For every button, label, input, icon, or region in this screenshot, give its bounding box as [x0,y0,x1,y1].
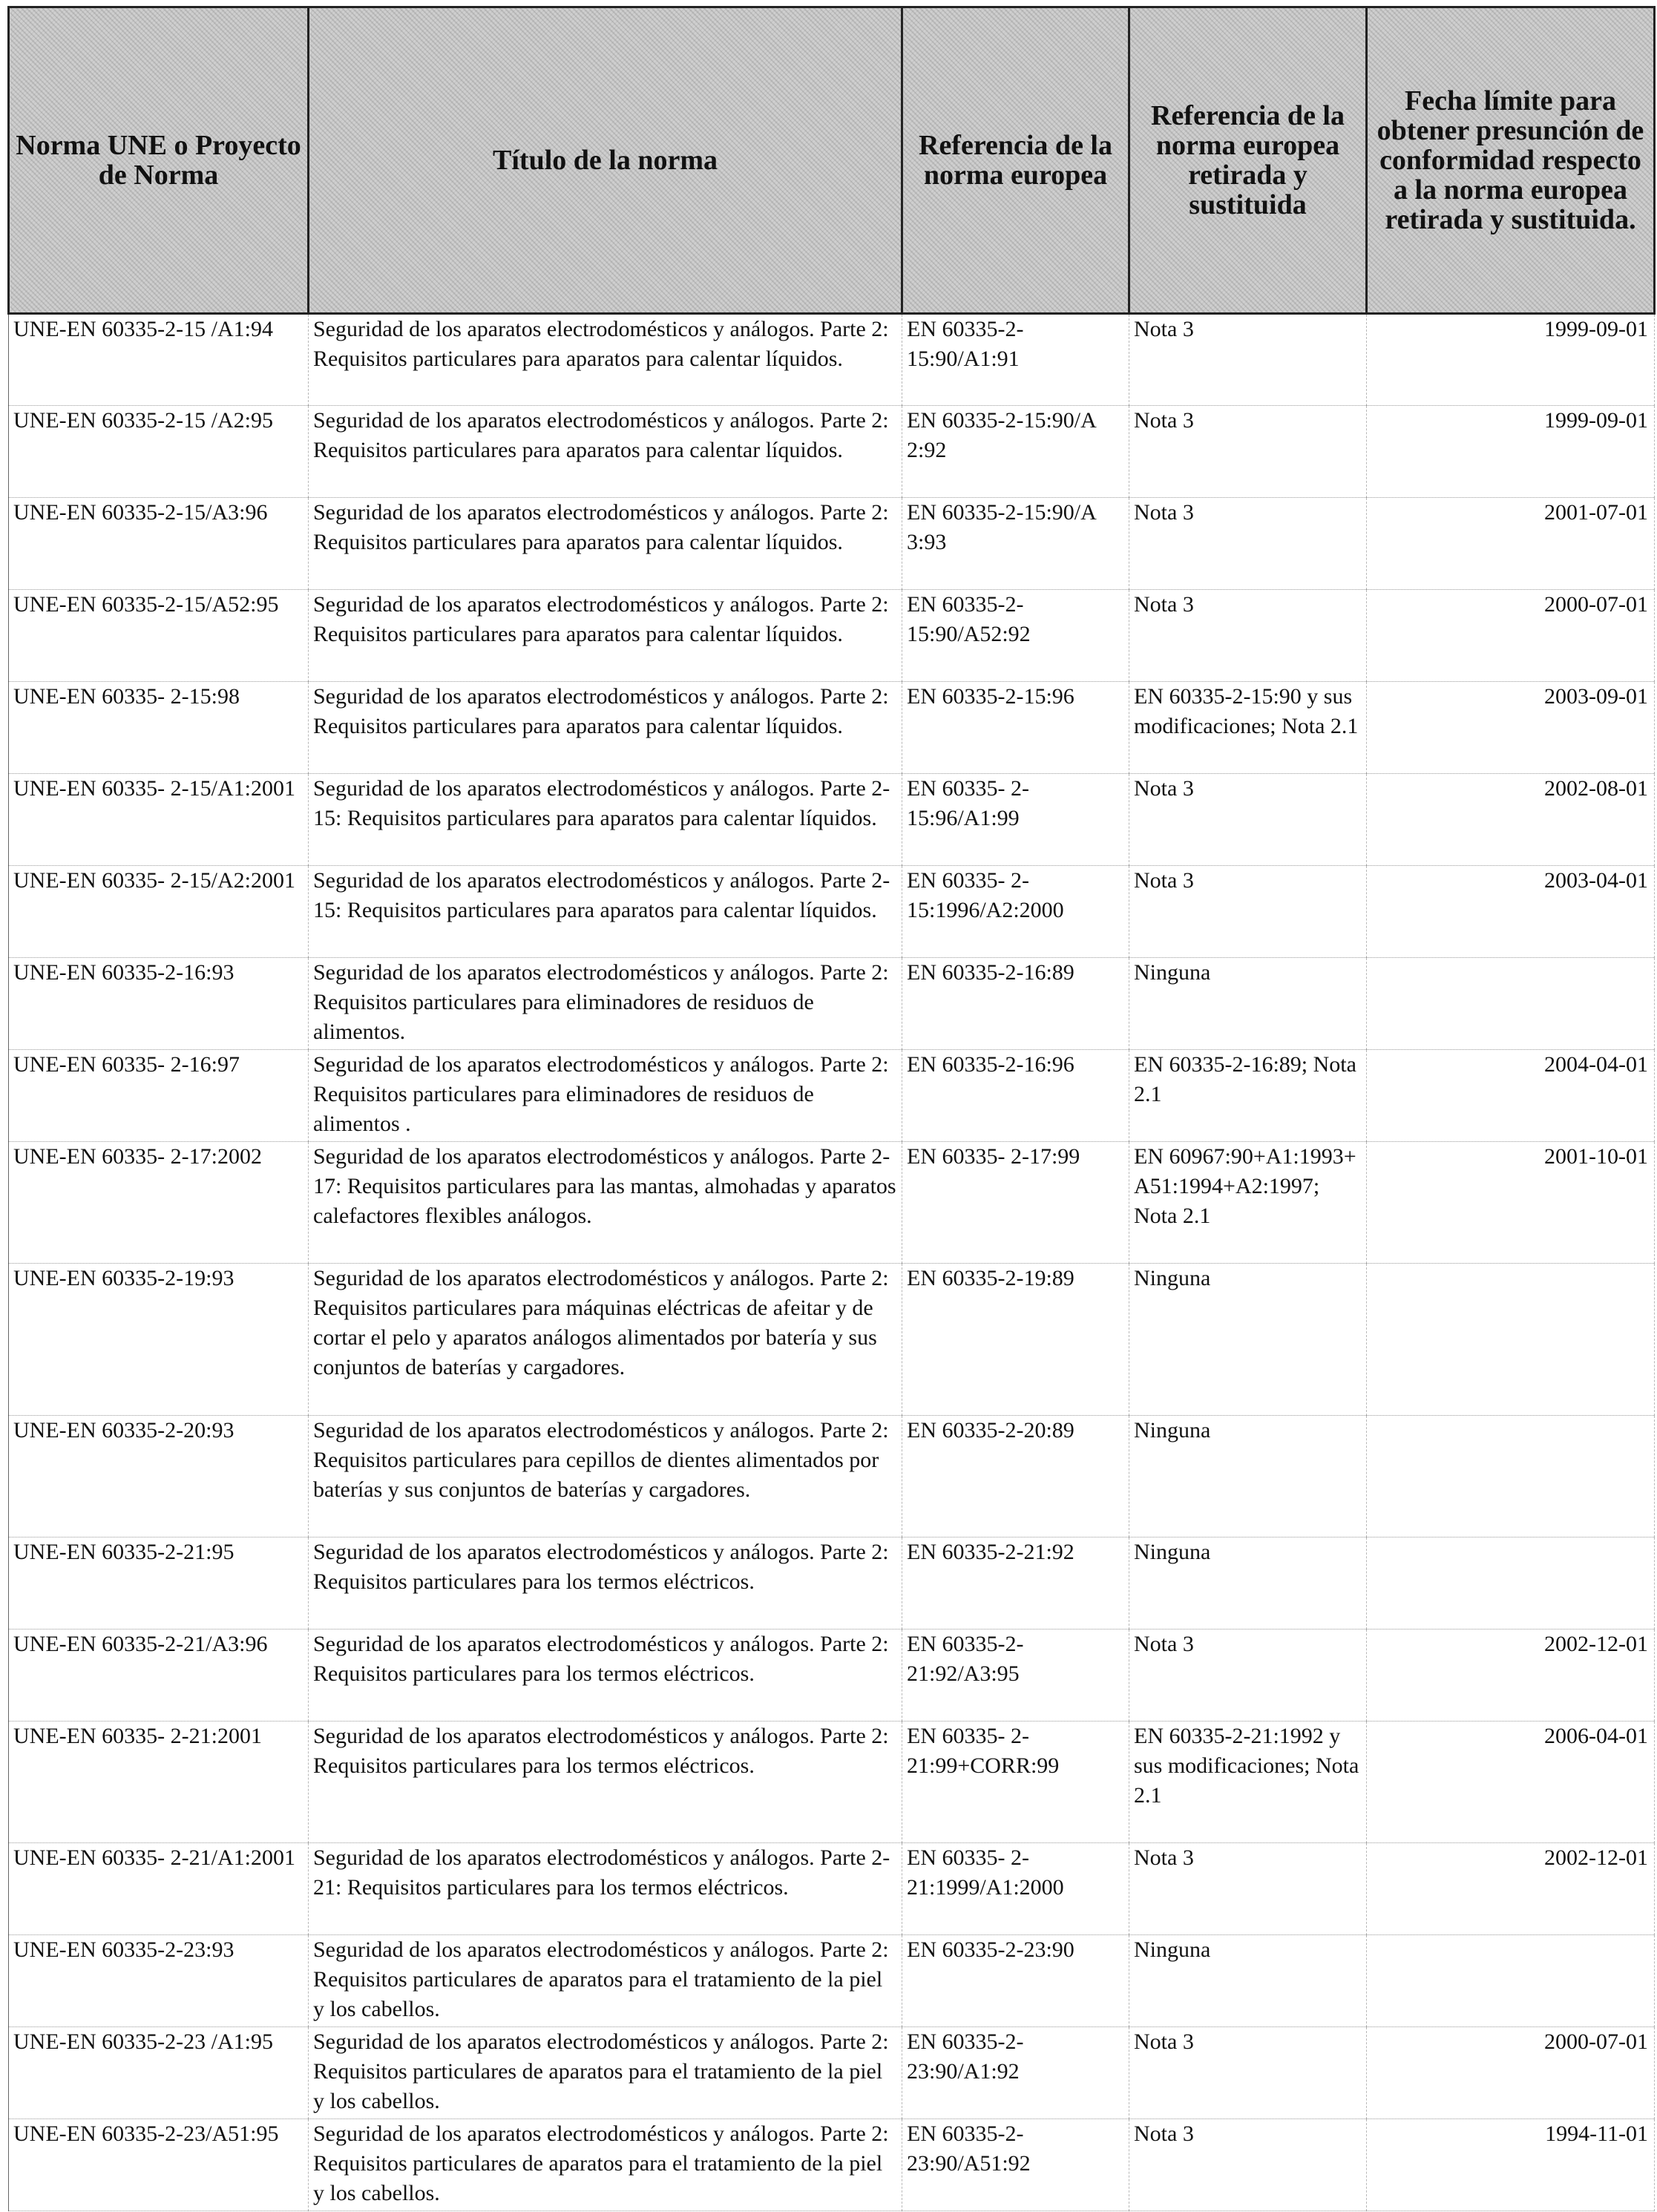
en-reference-cell: EN 60335-2-23:90 [902,1935,1129,2027]
withdrawn-cell: Ninguna [1129,1537,1367,1630]
withdrawn-cell: Nota 3 [1129,406,1367,498]
table-row [9,406,1655,498]
withdrawn-cell: Ninguna [1129,1264,1367,1416]
une-cell: UNE-EN 60335-2-19:93 [9,1264,309,1416]
date-cell [1367,1264,1655,1416]
une-cell: UNE-EN 60335-2-15 /A2:95 [9,406,309,498]
title-cell: Seguridad de los aparatos electrodomésticos y análogos. Parte 2-21: Requisitos particulares para los termos eléctricos. [309,1843,902,1935]
une-cell: UNE-EN 60335- 2-15/A1:2001 [9,774,309,866]
title-cell: Seguridad de los aparatos electrodomésticos y análogos. Parte 2: Requisitos particulares de aparatos para el tratamiento de la piel y los cabellos. [309,2027,902,2119]
en-reference-cell: EN 60335- 2-17:99 [902,1142,1129,1264]
date-cell [1367,1935,1655,2027]
title-cell: Seguridad de los aparatos electrodomésticos y análogos. Parte 2: Requisitos particulares para eliminadores de residuos de alimentos. [309,958,902,1050]
title-cell: Seguridad de los aparatos electrodomésticos y análogos. Parte 2: Requisitos particulares de aparatos para el tratamiento de la piel y los cabellos. [309,1935,902,2027]
une-cell: UNE-EN 60335-2-21/A3:96 [9,1630,309,1722]
header-european-reference: Referencia de la norma europea [902,7,1129,314]
table-row [9,1935,1655,2027]
withdrawn-cell: EN 60335-2-16:89; Nota 2.1 [1129,1050,1367,1142]
table-row [9,590,1655,682]
une-cell: UNE-EN 60335-2-15/A3:96 [9,498,309,590]
title-cell: Seguridad de los aparatos electrodomésticos y análogos. Parte 2: Requisitos particulares para aparatos para calentar líquidos. [309,406,902,498]
en-reference-cell: EN 60335-2-15:90/A1:91 [902,314,1129,406]
title-cell: Seguridad de los aparatos electrodomésticos y análogos. Parte 2: Requisitos particulares para eliminadores de residuos de alimentos . [309,1050,902,1142]
en-reference-cell: EN 60335-2-15:90/A 2:92 [902,406,1129,498]
withdrawn-cell: Nota 3 [1129,1630,1367,1722]
une-cell: UNE-EN 60335-2-23/A51:95 [9,2119,309,2211]
title-cell: Seguridad de los aparatos electrodomésticos y análogos. Parte 2-15: Requisitos particulares para aparatos para calentar líquidos. [309,866,902,958]
date-cell [1367,1416,1655,1537]
table-body [9,314,1655,2211]
header-title: Título de la norma [309,7,902,314]
title-cell: Seguridad de los aparatos electrodomésticos y análogos. Parte 2: Requisitos particulares para los termos eléctricos. [309,1722,902,1843]
standards-table [7,6,1656,2211]
en-reference-cell: EN 60335-2-19:89 [902,1264,1129,1416]
table-row [9,866,1655,958]
header-une-standard: Norma UNE o Proyecto de Norma [9,7,309,314]
date-cell: 2006-04-01 [1367,1722,1655,1843]
title-cell: Seguridad de los aparatos electrodomésticos y análogos. Parte 2: Requisitos particulares para los termos eléctricos. [309,1630,902,1722]
title-cell: Seguridad de los aparatos electrodomésticos y análogos. Parte 2: Requisitos particulares para aparatos para calentar líquidos. [309,314,902,406]
une-cell: UNE-EN 60335- 2-21/A1:2001 [9,1843,309,1935]
table-row [9,1416,1655,1537]
table-row [9,774,1655,866]
title-cell: Seguridad de los aparatos electrodomésticos y análogos. Parte 2: Requisitos particulares para aparatos para calentar líquidos. [309,682,902,774]
title-cell: Seguridad de los aparatos electrodomésticos y análogos. Parte 2: Requisitos particulares para los termos eléctricos. [309,1537,902,1630]
date-cell [1367,958,1655,1050]
date-cell: 2001-10-01 [1367,1142,1655,1264]
date-cell: 2002-12-01 [1367,1843,1655,1935]
withdrawn-cell: Ninguna [1129,1935,1367,2027]
withdrawn-cell: Nota 3 [1129,2027,1367,2119]
date-cell: 1999-09-01 [1367,406,1655,498]
title-cell: Seguridad de los aparatos electrodomésticos y análogos. Parte 2: Requisitos particulares para aparatos para calentar líquidos. [309,498,902,590]
table-row [9,498,1655,590]
une-cell: UNE-EN 60335-2-20:93 [9,1416,309,1537]
date-cell: 2004-04-01 [1367,1050,1655,1142]
withdrawn-cell: Nota 3 [1129,1843,1367,1935]
en-reference-cell: EN 60335- 2-15:1996/A2:2000 [902,866,1129,958]
une-cell: UNE-EN 60335-2-15 /A1:94 [9,314,309,406]
table-row [9,1722,1655,1843]
date-cell: 2000-07-01 [1367,2027,1655,2119]
withdrawn-cell: Nota 3 [1129,498,1367,590]
table-row [9,2027,1655,2119]
date-cell [1367,1537,1655,1630]
table-row [9,1050,1655,1142]
en-reference-cell: EN 60335- 2-21:99+CORR:99 [902,1722,1129,1843]
withdrawn-cell: Nota 3 [1129,774,1367,866]
en-reference-cell: EN 60335-2-21:92 [902,1537,1129,1630]
table-row [9,958,1655,1050]
title-cell: Seguridad de los aparatos electrodomésticos y análogos. Parte 2-15: Requisitos particulares para aparatos para calentar líquidos. [309,774,902,866]
withdrawn-cell: EN 60335-2-21:1992 y sus modificaciones; Nota 2.1 [1129,1722,1367,1843]
une-cell: UNE-EN 60335- 2-17:2002 [9,1142,309,1264]
en-reference-cell: EN 60335-2-16:96 [902,1050,1129,1142]
date-cell: 2002-12-01 [1367,1630,1655,1722]
withdrawn-cell: Ninguna [1129,1416,1367,1537]
table-header [9,7,1655,314]
date-cell: 1999-09-01 [1367,314,1655,406]
en-reference-cell: EN 60335-2-23:90/A1:92 [902,2027,1129,2119]
en-reference-cell: EN 60335-2-16:89 [902,958,1129,1050]
table-row [9,314,1655,406]
withdrawn-cell: Nota 3 [1129,590,1367,682]
title-cell: Seguridad de los aparatos electrodomésticos y análogos. Parte 2: Requisitos particulares para cepillos de dientes alimentados por baterías y sus conjuntos de baterías y cargadores. [309,1416,902,1537]
withdrawn-cell: Nota 3 [1129,866,1367,958]
en-reference-cell: EN 60335-2-21:92/A3:95 [902,1630,1129,1722]
en-reference-cell: EN 60335-2-23:90/A51:92 [902,2119,1129,2211]
date-cell: 2003-09-01 [1367,682,1655,774]
withdrawn-cell: Nota 3 [1129,314,1367,406]
withdrawn-cell: Ninguna [1129,958,1367,1050]
une-cell: UNE-EN 60335-2-23:93 [9,1935,309,2027]
date-cell: 1994-11-01 [1367,2119,1655,2211]
une-cell: UNE-EN 60335- 2-21:2001 [9,1722,309,1843]
une-cell: UNE-EN 60335-2-16:93 [9,958,309,1050]
table-row [9,2119,1655,2211]
title-cell: Seguridad de los aparatos electrodomésticos y análogos. Parte 2: Requisitos particulares para aparatos para calentar líquidos. [309,590,902,682]
withdrawn-cell: Nota 3 [1129,2119,1367,2211]
une-cell: UNE-EN 60335-2-21:95 [9,1537,309,1630]
table-row [9,1537,1655,1630]
table-row [9,1630,1655,1722]
une-cell: UNE-EN 60335-2-23 /A1:95 [9,2027,309,2119]
title-cell: Seguridad de los aparatos electrodomésticos y análogos. Parte 2: Requisitos particulares para máquinas eléctricas de afeitar y de cortar el pelo y aparatos análogos alimentados por batería y sus conjuntos de baterías y cargadores. [309,1264,902,1416]
en-reference-cell: EN 60335-2-15:90/A52:92 [902,590,1129,682]
date-cell: 2000-07-01 [1367,590,1655,682]
une-cell: UNE-EN 60335- 2-15:98 [9,682,309,774]
header-deadline-date: Fecha límite para obtener presunción de conformidad respecto a la norma europea retirada y sustituida. [1367,7,1655,314]
title-cell: Seguridad de los aparatos electrodomésticos y análogos. Parte 2: Requisitos particulares de aparatos para el tratamiento de la piel y los cabellos. [309,2119,902,2211]
en-reference-cell: EN 60335-2-15:90/A 3:93 [902,498,1129,590]
date-cell: 2003-04-01 [1367,866,1655,958]
une-cell: UNE-EN 60335-2-15/A52:95 [9,590,309,682]
une-cell: UNE-EN 60335- 2-16:97 [9,1050,309,1142]
en-reference-cell: EN 60335- 2-21:1999/A1:2000 [902,1843,1129,1935]
en-reference-cell: EN 60335-2-20:89 [902,1416,1129,1537]
date-cell: 2002-08-01 [1367,774,1655,866]
en-reference-cell: EN 60335- 2-15:96/A1:99 [902,774,1129,866]
header-withdrawn-reference: Referencia de la norma europea retirada y sustituida [1129,7,1367,314]
title-cell: Seguridad de los aparatos electrodomésticos y análogos. Parte 2-17: Requisitos particulares para las mantas, almohadas y aparatos calefactores flexibles análogos. [309,1142,902,1264]
table-row [9,1264,1655,1416]
en-reference-cell: EN 60335-2-15:96 [902,682,1129,774]
table-row [9,1142,1655,1264]
une-cell: UNE-EN 60335- 2-15/A2:2001 [9,866,309,958]
date-cell: 2001-07-01 [1367,498,1655,590]
table-row [9,682,1655,774]
withdrawn-cell: EN 60335-2-15:90 y sus modificaciones; Nota 2.1 [1129,682,1367,774]
withdrawn-cell: EN 60967:90+A1:1993+ A51:1994+A2:1997; Nota 2.1 [1129,1142,1367,1264]
table-row [9,1843,1655,1935]
